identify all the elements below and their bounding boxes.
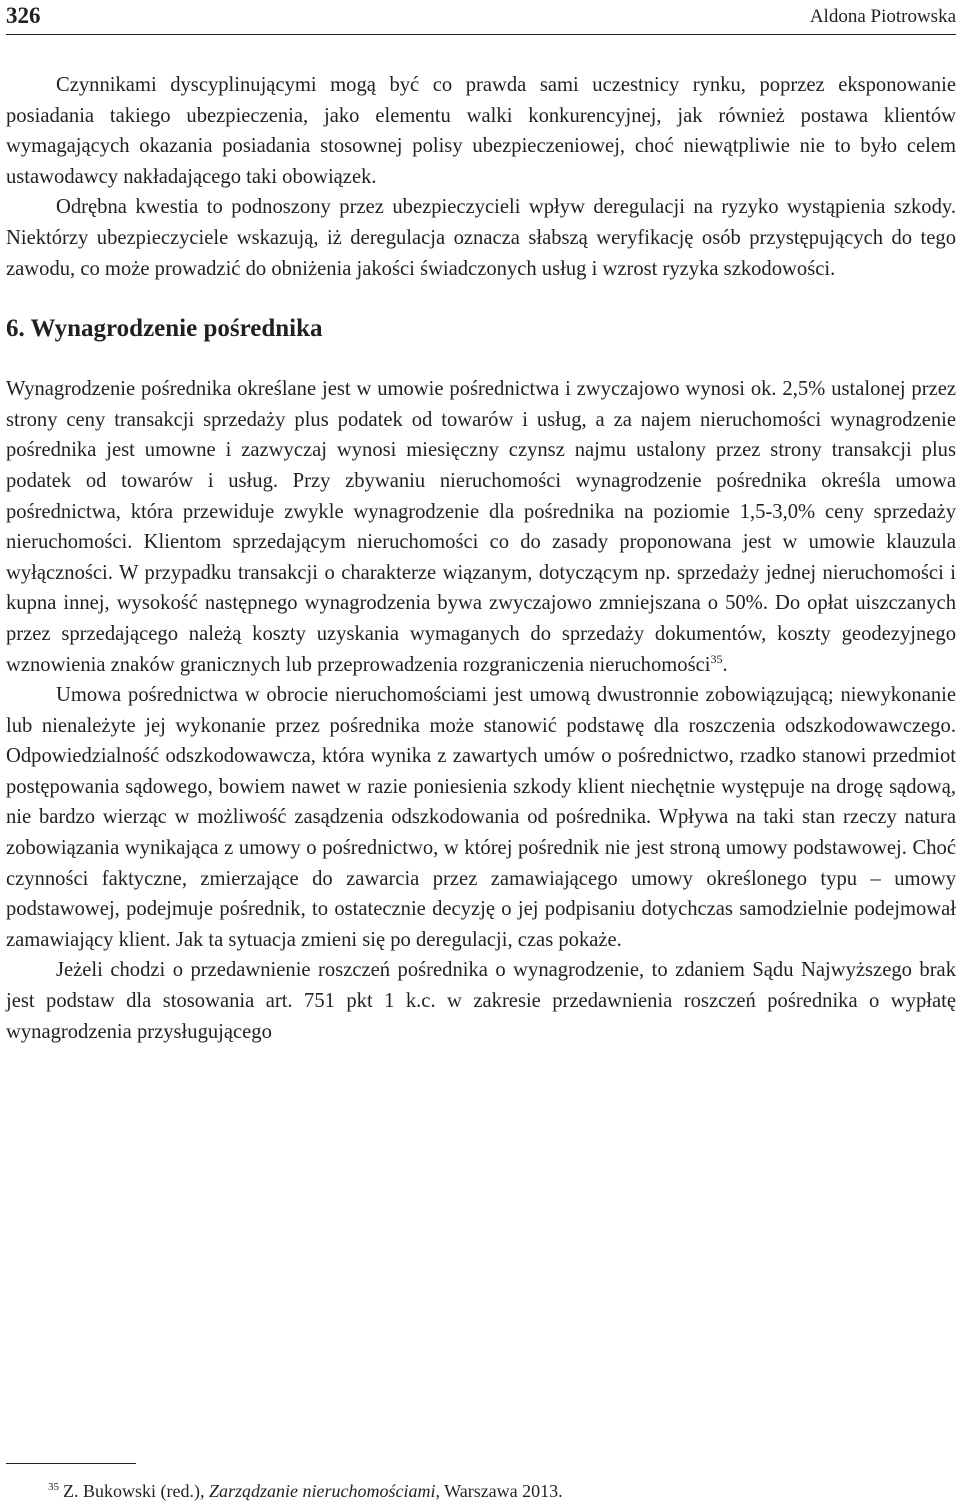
footnote-number: 35 bbox=[48, 1481, 59, 1493]
paragraph-4: Umowa pośrednictwa w obrocie nieruchomościami jest umową dwustronnie zobowiązującą; niewykonanie lub nienależyte jej wykonanie przez pośrednika może stanowić podstawę dla roszczenia odszkodowawczego. Odpowiedzialność odszkodowawcza, która wynika z zawartych umów o pośrednictwo, rzadko stanowi przedmiot postępowania sądowego, bowiem nawet w razie poniesienia szkody klient niechętnie występuje na drogę sądową, nie bardzo wierząc w możliwość zasądzenia odszkodowania od pośrednika. Wpływa na taki stan rzeczy natura zobowiązania wynikająca z umowy o pośrednictwo, w której pośrednik nie jest stroną umowy podstawowej. Choć czynności faktyczne, zmierzające do zawarcia przez zamawiającego umowy określonego typu – umowy podstawowej, podejmuje pośrednik, to ostatecznie decyzję o jej podpisaniu dotychczas samodzielnie podejmował zamawiający klient. Jak ta sytuacja zmieni się po deregulacji, czas pokaże. bbox=[6, 684, 956, 951]
footnote-title: Zarządzanie nieruchomościami bbox=[208, 1481, 436, 1501]
footnote-author: Z. Bukowski (red.), bbox=[63, 1481, 209, 1501]
footnote-separator bbox=[6, 1463, 136, 1464]
paragraph-3 bbox=[6, 374, 956, 680]
paragraph-3-text: Wynagrodzenie pośrednika określane jest w umowie pośrednictwa i zwyczajowo wynosi ok. 2,5% ustalonej przez strony ceny transakcji sprzedaży plus podatek od towarów i usług, a za najem nieruchomości wynagrodzenie pośrednika jest umowne i zazwyczaj wynosi miesięczny czynsz najmu ustalony przez strony transakcji plus podatek od towarów i usług. Przy zbywaniu nieruchomości wynagrodzenie pośrednika określa umowa pośrednictwa, która przewiduje zwykle wynagrodzenie dla pośrednika na poziomie 1,5-3,0% ceny sprzedaży nieruchomości. Klientom sprzedającym nieruchomości co do zasady proponowana jest w umowie klauzula wyłączności. W przypadku transakcji o charakterze wiązanym, dotyczącym np. sprzedaży jednej nieruchomości i kupna innej, wysokość następnego wynagrodzenia bywa zwyczajowo zmniejszana o 50%. Do opłat uiszczanych przez sprzedającego należą koszty uzyskania wymaganych do sprzedaży dokumentów, koszty geodezyjnego wznowienia znaków granicznych lub przeprowadzenia rozgraniczenia nieruchomości bbox=[6, 378, 956, 676]
paragraph-1: Czynnikami dyscyplinującymi mogą być co prawda sami uczestnicy rynku, poprzez eksponowanie posiadania takiego ubezpieczenia, jako elementu walki konkurencyjnej, jak również postawa klientów wymagających okazania posiadania stosownej polisy ubezpieczeniowej, choć niewątpliwie nie to było celem ustawodawcy nakładającego taki obowiązek. bbox=[6, 74, 956, 188]
paragraph-3-end: . bbox=[722, 653, 728, 676]
paragraph-2: Odrębna kwestia to podnoszony przez ubezpieczycieli wpływ deregulacji na ryzyko wystąpienia szkody. Niektórzy ubezpieczyciele wskazują, iż deregulacja oznacza słabszą weryfikację osób przystępujących do tego zawodu, co może prowadzić do obniżenia jakości świadczonych usług i wzrost ryzyka szkodowości. bbox=[6, 196, 956, 280]
footnote-rest: , Warszawa 2013. bbox=[435, 1481, 563, 1501]
paragraph-5: Jeżeli chodzi o przedawnienie roszczeń pośrednika o wynagrodzenie, to zdaniem Sądu Najwyższego brak jest podstaw dla stosowania art. 751 pkt 1 k.c. w zakresie przedawnienia roszczeń pośrednika o wypłatę wynagrodzenia przysługującego bbox=[6, 959, 956, 1043]
running-head-author: Aldona Piotrowska bbox=[809, 6, 956, 27]
page-header bbox=[6, 0, 956, 35]
page-body bbox=[6, 70, 956, 1047]
footnote-reference[interactable]: 35 bbox=[710, 651, 723, 666]
footnote bbox=[48, 1479, 948, 1503]
section-heading: 6. Wynagrodzenie pośrednika bbox=[6, 315, 323, 343]
page-number: 326 bbox=[6, 3, 41, 28]
